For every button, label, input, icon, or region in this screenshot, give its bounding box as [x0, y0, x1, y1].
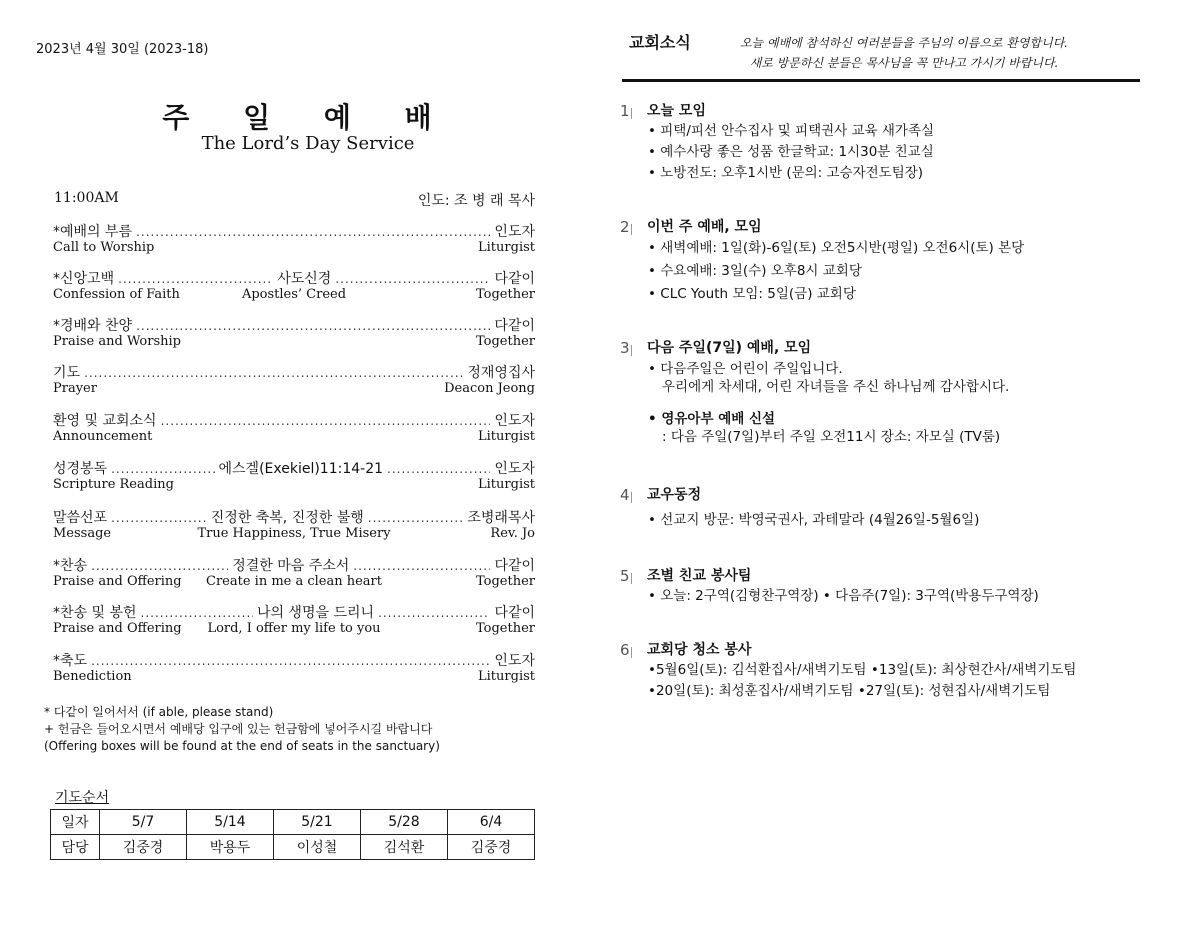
section-line: • 피택/피선 안수집사 및 피택권사 교육 새가족실 [648, 121, 934, 142]
order-item-ko-right: 다같이 [494, 271, 536, 287]
bulletin-date: 2023년 4월 30일 (2023-18) [36, 42, 209, 57]
order-item-ko: 성경봉독 [53, 461, 108, 477]
section-title: 조별 친교 봉사팀 [647, 568, 752, 584]
table-cell: 5/7 [100, 810, 187, 835]
order-item-ko-mid: 진정한 축복, 진정한 불행 [210, 510, 364, 526]
section-line: •20일(토): 최성훈집사/새벽기도팀 •27일(토): 성현집사/새벽기도팀 [648, 683, 1051, 699]
order-item-ko-mid: 나의 생명을 드리니 [256, 605, 375, 621]
order-item-en-right: Together [475, 334, 535, 349]
service-time: 11:00AM [54, 190, 119, 206]
table-cell: 5/14 [187, 810, 274, 835]
table-cell: 김중경 [100, 835, 187, 860]
section-line: : 다음 주일(7일)부터 주일 오전11시 장소: 자모실 (TV룸) [662, 429, 1001, 445]
table-cell: 5/28 [361, 810, 448, 835]
order-item-ko-right: 조병래목사 [467, 510, 535, 526]
table-cell: 김중경 [448, 835, 535, 860]
order-item-ko: 기도 [53, 365, 81, 381]
order-item-en: Call to Worship [53, 240, 155, 255]
section-number: 3 [620, 339, 630, 357]
section-line: • 다음주일은 어린이 주일입니다. [648, 360, 1009, 378]
table-cell: 5/21 [274, 810, 361, 835]
order-item-ko: *신앙고백 [53, 271, 115, 287]
order-item-en-mid: Lord, I offer my life to you [207, 621, 381, 636]
order-item-en: Scripture Reading [53, 477, 174, 492]
section-line: • CLC Youth 모임: 5일(금) 교회당 [648, 283, 1024, 306]
welcome-line: 오늘 예배에 참석하신 여러분들을 주님의 이름으로 환영합니다. [740, 36, 1069, 50]
order-item [53, 268, 535, 306]
divider [622, 79, 1140, 82]
order-item-en: Announcement [53, 429, 153, 444]
order-item-en: Praise and Offering [53, 574, 182, 589]
table-cell: 담당 [51, 835, 100, 860]
order-item-ko: *예배의 부름 [53, 224, 133, 240]
order-item-ko-mid: 사도신경 [277, 271, 332, 287]
section-title: 교회당 청소 봉사 [647, 642, 752, 658]
order-item-en-mid: Apostles’ Creed [241, 287, 347, 302]
note-offering: + 헌금은 들어오시면서 예배당 입구에 있는 헌금함에 넣어주시길 바랍니다 [44, 722, 433, 736]
order-item-en: Praise and Offering [53, 621, 182, 636]
order-item-ko-right: 인도자 [494, 224, 535, 240]
order-item-ko: *축도 [53, 653, 88, 669]
prayer-order-table [50, 809, 535, 860]
order-item-ko-right: 다같이 [494, 318, 535, 334]
order-item [53, 650, 535, 688]
section-line: • 오늘: 2구역(김형찬구역장) • 다음주(7일): 3구역(박용두구역장) [648, 586, 1039, 607]
welcome-message [740, 33, 1068, 73]
section-title: 교우동정 [647, 487, 702, 503]
order-item-en-right: Rev. Jo [490, 526, 535, 541]
order-item [53, 507, 535, 545]
order-item-en-right: Together [475, 574, 535, 589]
order-item-en-mid: True Happiness, True Misery [197, 526, 391, 541]
order-item-en: Praise and Worship [53, 334, 181, 349]
section-line: • 수요예배: 3일(수) 오후8시 교회당 [648, 260, 1024, 283]
order-item-ko: *경배와 찬양 [53, 318, 133, 334]
order-item-en-right: Liturgist [478, 669, 535, 684]
prayer-order-title: 기도순서 [55, 790, 110, 806]
section-number: 6 [620, 641, 630, 659]
order-item-ko-right: 다같이 [494, 605, 536, 621]
order-item-en-right: Liturgist [478, 240, 535, 255]
section-line: •5월6일(토): 김석환집사/새벽기도팀 •13일(토): 최상현간사/새벽기도팀 [648, 662, 1077, 678]
table-row [51, 835, 535, 860]
table-row [51, 810, 535, 835]
order-item-ko: *찬송 및 봉헌 [53, 605, 137, 621]
order-item-en-right: Liturgist [478, 429, 535, 444]
order-item-en: Prayer [53, 381, 97, 396]
section-subtitle: • 영유아부 예배 신설 [648, 410, 1009, 428]
order-item-ko-right: 정재영집사 [467, 365, 535, 381]
service-title-english: The Lord’s Day Service [201, 133, 415, 154]
section-line: • 새벽예배: 1일(화)-6일(토) 오전5시반(평일) 오전6시(토) 본당 [648, 237, 1024, 260]
table-cell: 이성철 [274, 835, 361, 860]
note-stand: * 다같이 일어서서 (if able, please stand) [44, 705, 274, 719]
section-line: • 노방전도: 오후1시반 (문의: 고승자전도팀장) [648, 163, 934, 184]
order-item-en-right: Deacon Jeong [444, 381, 535, 396]
table-cell: 일자 [51, 810, 100, 835]
order-item [53, 602, 535, 640]
order-item-en-right: Liturgist [478, 477, 535, 492]
order-item [53, 410, 535, 448]
order-item-ko-right: 인도자 [494, 413, 535, 429]
section-number: 2 [620, 218, 630, 236]
table-cell: 6/4 [448, 810, 535, 835]
order-item-ko-right: 인도자 [494, 461, 535, 477]
order-item [53, 315, 535, 353]
note-offering-en: (Offering boxes will be found at the end of seats in the sanctuary) [44, 739, 440, 753]
section-number: 1 [620, 102, 630, 120]
order-item-ko: 말씀선포 [53, 510, 108, 526]
section-number: 4 [620, 486, 630, 504]
order-item-en: Confession of Faith [53, 287, 180, 302]
order-item-ko: *찬송 [53, 558, 88, 574]
order-item [53, 458, 535, 496]
table-cell: 김석환 [361, 835, 448, 860]
order-item-en: Message [53, 526, 112, 541]
order-item [53, 555, 535, 593]
section-line: 우리에게 차세대, 어린 자녀들을 주신 하나님께 감사합시다. [662, 379, 1010, 395]
order-item-en-right: Together [475, 621, 535, 636]
order-item-ko-mid: 에스겔(Exekiel)11:14-21 [218, 461, 384, 477]
section-line: • 예수사랑 좋은 성품 한글학교: 1시30분 친교실 [648, 142, 934, 163]
table-cell: 박용두 [187, 835, 274, 860]
service-title-korean: 주 일 예 배 [162, 101, 454, 134]
news-title: 교회소식 [629, 33, 691, 52]
order-item-en-mid: Create in me a clean heart [206, 574, 382, 589]
service-leader: 인도: 조 병 래 목사 [417, 193, 535, 209]
order-item-en-right: Together [475, 287, 535, 302]
section-number: 5 [620, 567, 630, 585]
section-title: 이번 주 예배, 모임 [647, 219, 762, 235]
order-item [53, 362, 535, 400]
section-title: 다음 주일(7일) 예배, 모임 [647, 340, 812, 356]
order-item-ko: 환영 및 교회소식 [53, 413, 157, 429]
section-line: • 선교지 방문: 박영국권사, 과테말라 (4월26일-5월6일) [648, 510, 979, 531]
order-item-ko-right: 다같이 [494, 558, 536, 574]
welcome-line: 새로 방문하신 분들은 목사님을 꼭 만나고 가시기 바랍니다. [749, 56, 1059, 70]
order-item [53, 221, 535, 259]
order-item-ko-right: 인도자 [494, 653, 535, 669]
order-item-en: Benediction [53, 669, 132, 684]
service-notes [44, 704, 440, 755]
order-item-ko-mid: 정결한 마음 주소서 [232, 558, 350, 574]
section-title: 오늘 모임 [647, 103, 706, 119]
